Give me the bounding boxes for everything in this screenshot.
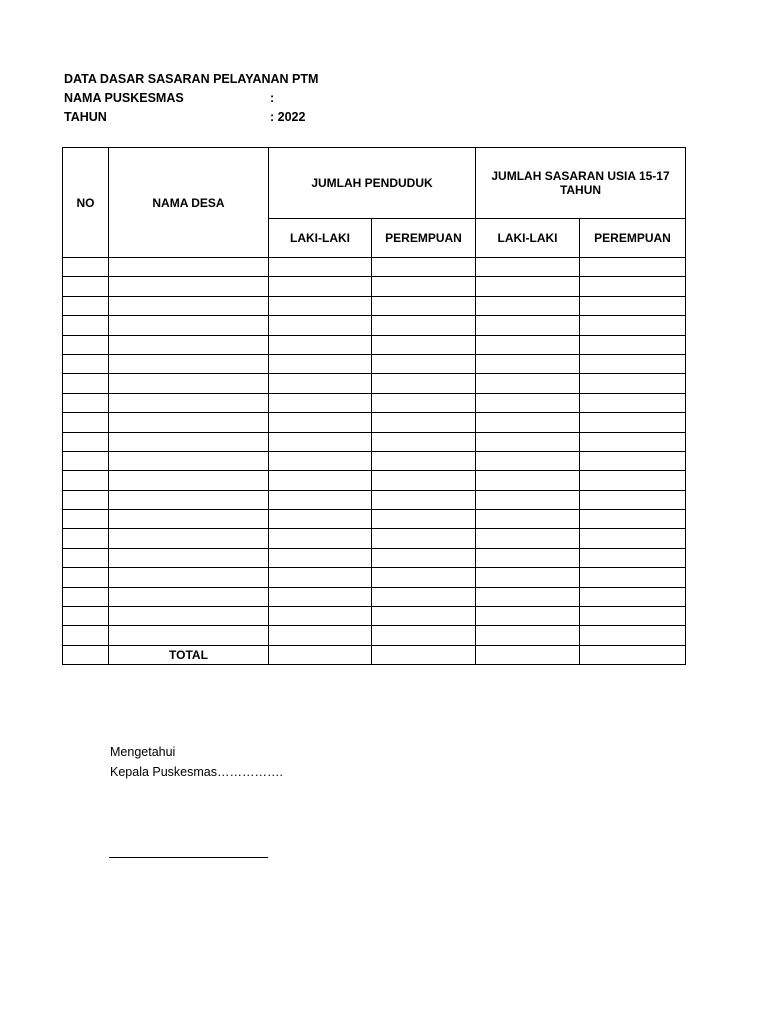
table-row xyxy=(63,316,686,335)
table-cell xyxy=(269,548,372,567)
table-cell xyxy=(63,548,109,567)
table-row xyxy=(63,568,686,587)
table-cell xyxy=(63,645,109,664)
table-cell xyxy=(63,529,109,548)
table-cell xyxy=(372,490,476,509)
table-cell xyxy=(580,548,686,567)
table-cell xyxy=(109,548,269,567)
table-cell xyxy=(580,471,686,490)
table-cell xyxy=(476,354,580,373)
table-cell xyxy=(63,490,109,509)
table-cell xyxy=(63,568,109,587)
table-cell xyxy=(476,258,580,277)
table-cell xyxy=(269,277,372,296)
table-cell xyxy=(580,645,686,664)
table-cell xyxy=(109,413,269,432)
table-row xyxy=(63,296,686,315)
table-row xyxy=(63,393,686,412)
mengetahui-text: Mengetahui xyxy=(110,745,176,759)
table-cell xyxy=(580,354,686,373)
total-row xyxy=(63,645,686,664)
table-cell xyxy=(63,277,109,296)
table-cell xyxy=(372,393,476,412)
table-cell xyxy=(269,374,372,393)
table-cell xyxy=(269,471,372,490)
table-cell xyxy=(476,471,580,490)
table-row xyxy=(63,451,686,470)
table-cell xyxy=(476,451,580,470)
table-cell xyxy=(269,607,372,626)
puskesmas-value: : xyxy=(270,91,275,105)
document-title: DATA DASAR SASARAN PELAYANAN PTM xyxy=(64,72,319,86)
table-cell xyxy=(476,587,580,606)
table-row xyxy=(63,510,686,529)
table-cell xyxy=(476,393,580,412)
table-cell xyxy=(372,529,476,548)
table-cell xyxy=(476,374,580,393)
col-header-nama-desa: NAMA DESA xyxy=(109,148,269,258)
table-cell xyxy=(580,432,686,451)
table-cell xyxy=(580,296,686,315)
table-cell xyxy=(269,568,372,587)
table-row xyxy=(63,277,686,296)
puskesmas-label: NAMA PUSKESMAS xyxy=(64,91,184,105)
table-row xyxy=(63,258,686,277)
group-header-jumlah-sasaran: JUMLAH SASARAN USIA 15-17 TAHUN xyxy=(476,148,686,219)
table-cell xyxy=(476,626,580,645)
table-cell xyxy=(269,354,372,373)
table-cell xyxy=(109,490,269,509)
table-cell xyxy=(580,413,686,432)
tahun-value: : 2022 xyxy=(270,110,306,124)
table-row xyxy=(63,548,686,567)
table-cell xyxy=(269,529,372,548)
table-cell xyxy=(269,296,372,315)
table-cell xyxy=(109,277,269,296)
table-cell xyxy=(372,607,476,626)
table-cell xyxy=(63,413,109,432)
table-cell xyxy=(580,510,686,529)
table-cell xyxy=(269,626,372,645)
table-cell xyxy=(372,413,476,432)
table-cell xyxy=(269,645,372,664)
table-cell xyxy=(109,393,269,412)
table-cell xyxy=(269,510,372,529)
table-cell xyxy=(269,316,372,335)
table-cell xyxy=(372,451,476,470)
table-cell xyxy=(476,490,580,509)
table-cell xyxy=(63,607,109,626)
table-cell xyxy=(476,548,580,567)
sub-header-laki-laki: LAKI-LAKI xyxy=(476,219,580,258)
table-cell xyxy=(63,510,109,529)
table-cell xyxy=(63,374,109,393)
table-cell xyxy=(372,510,476,529)
table-cell xyxy=(476,510,580,529)
table-body xyxy=(63,258,686,665)
total-label: TOTAL xyxy=(109,645,269,664)
table-cell xyxy=(580,316,686,335)
table-cell xyxy=(476,529,580,548)
table-cell xyxy=(476,432,580,451)
table-cell xyxy=(580,587,686,606)
table-cell xyxy=(63,393,109,412)
table-row xyxy=(63,374,686,393)
table-cell xyxy=(269,413,372,432)
table-row xyxy=(63,432,686,451)
table-cell xyxy=(109,587,269,606)
table-cell xyxy=(476,413,580,432)
table-cell xyxy=(63,471,109,490)
table-cell xyxy=(109,258,269,277)
table-cell xyxy=(580,568,686,587)
table-cell xyxy=(109,568,269,587)
table-cell xyxy=(580,374,686,393)
table-cell xyxy=(109,626,269,645)
title-row xyxy=(64,70,318,89)
table-cell xyxy=(109,335,269,354)
table-cell xyxy=(269,490,372,509)
signature-line xyxy=(109,857,268,858)
table-cell xyxy=(372,587,476,606)
table-cell xyxy=(269,432,372,451)
kepala-puskesmas-text: Kepala Puskesmas……………. xyxy=(110,765,283,779)
data-table xyxy=(62,147,686,665)
table-row xyxy=(63,529,686,548)
table-cell xyxy=(372,335,476,354)
table-cell xyxy=(109,451,269,470)
table-cell xyxy=(580,393,686,412)
table-cell xyxy=(580,277,686,296)
table-cell xyxy=(109,607,269,626)
table-cell xyxy=(372,277,476,296)
table-cell xyxy=(372,354,476,373)
table-row xyxy=(63,490,686,509)
sub-header-perempuan: PEREMPUAN xyxy=(372,219,476,258)
table-cell xyxy=(63,296,109,315)
table-row xyxy=(63,587,686,606)
table-row xyxy=(63,335,686,354)
table-cell xyxy=(63,335,109,354)
table-cell xyxy=(580,529,686,548)
table-cell xyxy=(580,607,686,626)
table-cell xyxy=(109,374,269,393)
table-cell xyxy=(109,296,269,315)
tahun-label: TAHUN xyxy=(64,110,107,124)
table-cell xyxy=(63,316,109,335)
table-cell xyxy=(372,548,476,567)
table-cell xyxy=(372,471,476,490)
table-cell xyxy=(372,374,476,393)
group-header-jumlah-penduduk: JUMLAH PENDUDUK xyxy=(269,148,476,219)
table-cell xyxy=(580,490,686,509)
table-cell xyxy=(269,451,372,470)
table-cell xyxy=(372,626,476,645)
table-cell xyxy=(372,432,476,451)
table-cell xyxy=(63,626,109,645)
table-cell xyxy=(476,568,580,587)
table-cell xyxy=(372,645,476,664)
document-header xyxy=(64,70,318,127)
col-header-no: NO xyxy=(63,148,109,258)
table-cell xyxy=(109,354,269,373)
table-cell xyxy=(109,471,269,490)
table-cell xyxy=(109,529,269,548)
table-cell xyxy=(476,335,580,354)
table-cell xyxy=(63,587,109,606)
table-cell xyxy=(269,393,372,412)
table-cell xyxy=(476,607,580,626)
table-row xyxy=(63,626,686,645)
signature-block xyxy=(110,742,283,782)
table-row xyxy=(63,354,686,373)
table-cell xyxy=(269,335,372,354)
table-row xyxy=(63,607,686,626)
table-cell xyxy=(63,451,109,470)
table-cell xyxy=(372,568,476,587)
sub-header-laki-laki: LAKI-LAKI xyxy=(269,219,372,258)
sub-header-perempuan: PEREMPUAN xyxy=(580,219,686,258)
table-cell xyxy=(580,626,686,645)
table-cell xyxy=(476,645,580,664)
table-cell xyxy=(476,316,580,335)
table-cell xyxy=(580,258,686,277)
table-cell xyxy=(109,316,269,335)
puskesmas-row xyxy=(64,89,318,108)
tahun-row xyxy=(64,108,318,127)
table-cell xyxy=(372,258,476,277)
table-cell xyxy=(269,587,372,606)
table-cell xyxy=(109,432,269,451)
table-row xyxy=(63,471,686,490)
table-cell xyxy=(109,510,269,529)
table-cell xyxy=(372,316,476,335)
table-cell xyxy=(269,258,372,277)
table-cell xyxy=(63,354,109,373)
table-cell xyxy=(476,296,580,315)
table-cell xyxy=(372,296,476,315)
table-cell xyxy=(63,432,109,451)
table-cell xyxy=(63,258,109,277)
table-cell xyxy=(580,335,686,354)
table-cell xyxy=(476,277,580,296)
table-cell xyxy=(580,451,686,470)
table-row xyxy=(63,413,686,432)
